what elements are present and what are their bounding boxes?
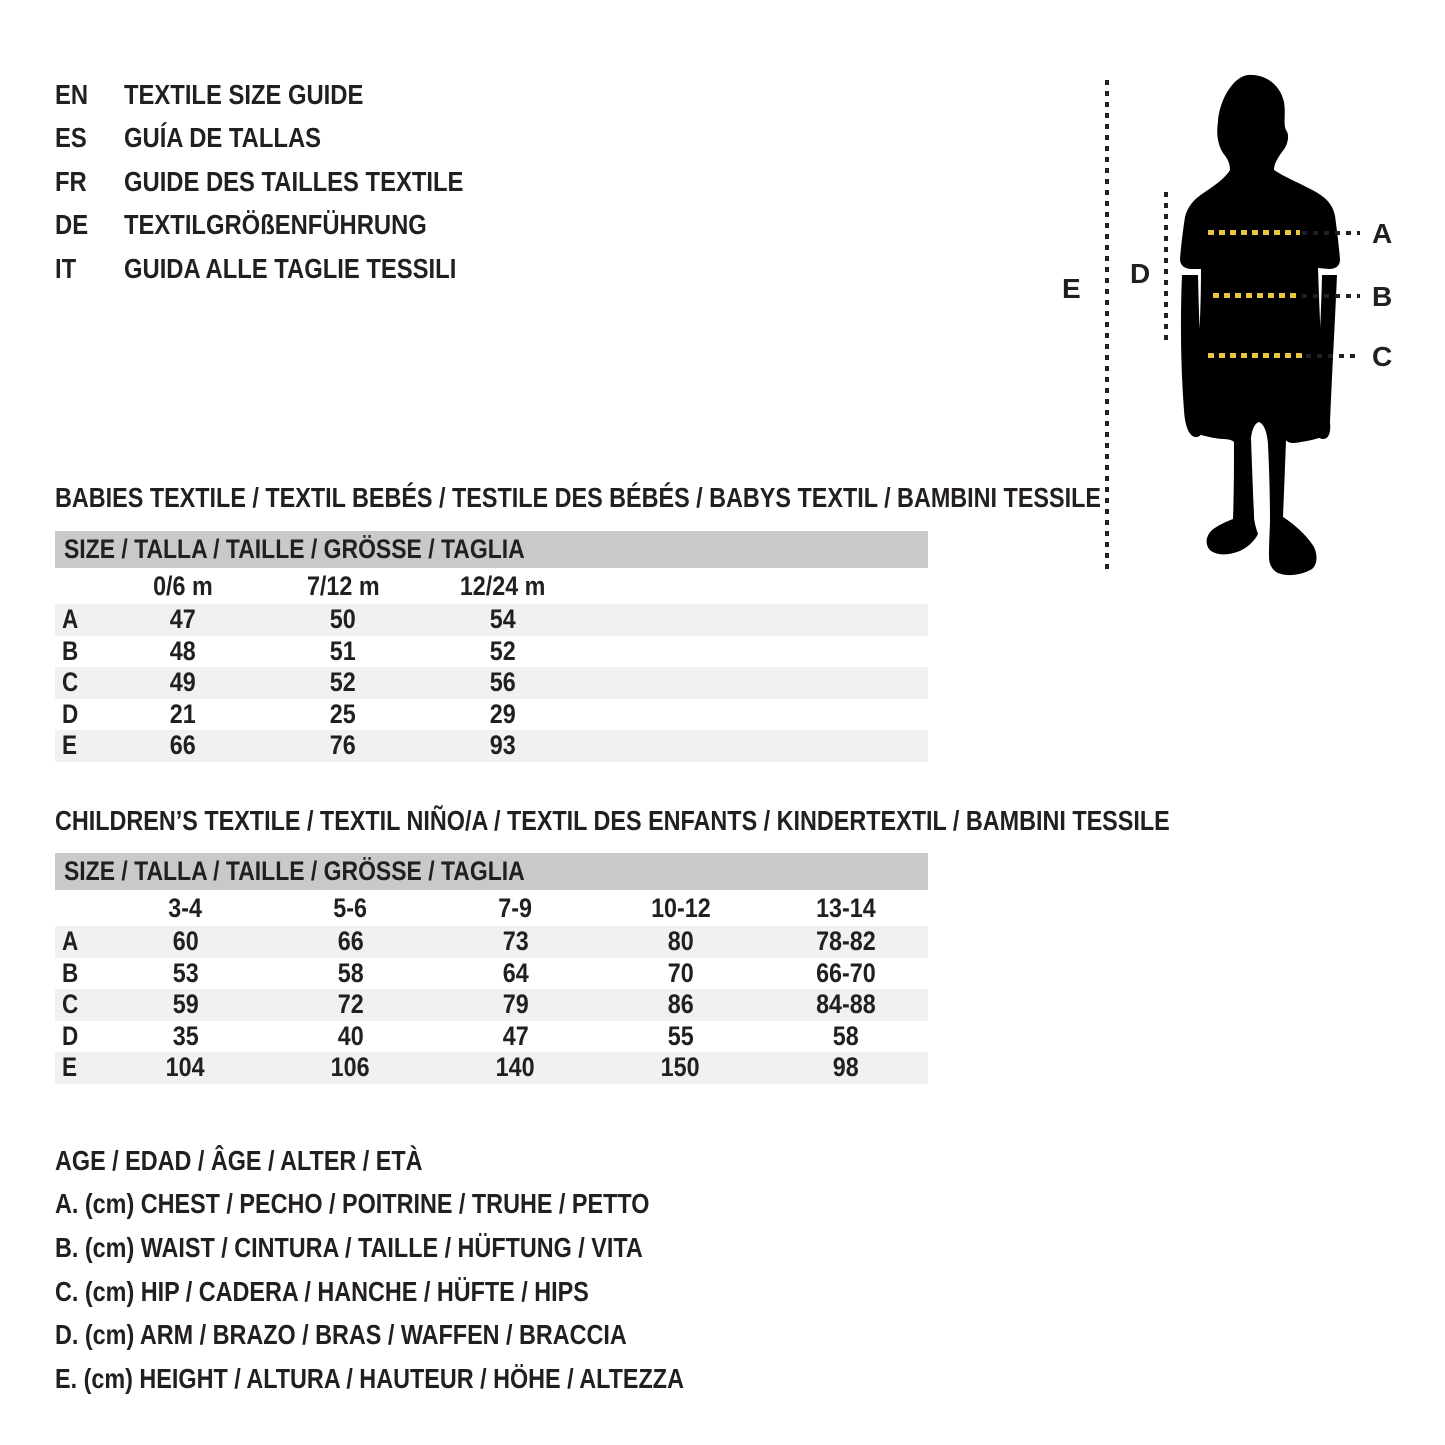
arm-measure-line-d xyxy=(1164,192,1168,345)
measure-label-b: B xyxy=(1372,281,1393,312)
cell: 49 xyxy=(170,667,196,698)
language-row-fr xyxy=(55,160,523,204)
measure-label-e: E xyxy=(1062,273,1081,304)
babies-column-header: 7/12 m xyxy=(306,570,380,601)
cell: 66 xyxy=(170,730,196,761)
babies-row-a xyxy=(55,604,928,636)
language-title-list xyxy=(55,73,523,291)
babies-section-title: BABIES TEXTILE / TEXTIL BEBÉS / TESTILE DES BÉBÉS / BABYS TEXTIL / BAMBINI TESSILE xyxy=(55,482,1101,513)
children-row-b xyxy=(55,958,928,990)
legend-arm: D. (cm) ARM / BRAZO / BRAS / WAFFEN / BRACCIA xyxy=(55,1319,627,1351)
measure-label-c: C xyxy=(1372,341,1393,372)
babies-column-header: 12/24 m xyxy=(460,570,546,601)
cell: 51 xyxy=(330,635,356,666)
cell: 140 xyxy=(496,1052,535,1083)
cell: 54 xyxy=(490,604,516,635)
cell: 104 xyxy=(166,1052,205,1083)
children-column-header-row xyxy=(55,890,928,926)
cell: 59 xyxy=(172,989,199,1020)
language-code-de: DE xyxy=(55,209,89,241)
cell: 35 xyxy=(172,1020,199,1051)
cell: 21 xyxy=(170,698,196,729)
cell: 78-82 xyxy=(815,926,876,957)
cell: 66 xyxy=(337,926,364,957)
cell: 48 xyxy=(170,635,196,666)
row-label: C xyxy=(62,667,79,698)
hip-pointer-line-c xyxy=(1306,354,1360,358)
row-label: B xyxy=(62,957,79,988)
waist-dash-line-b xyxy=(1213,293,1299,298)
guide-title-en: TEXTILE SIZE GUIDE xyxy=(124,78,364,110)
cell: 93 xyxy=(490,730,516,761)
cell: 50 xyxy=(330,604,356,635)
children-row-e xyxy=(55,1052,928,1084)
guide-title-it: GUIDA ALLE TAGLIE TESSILI xyxy=(124,252,457,284)
language-code-it: IT xyxy=(55,252,77,284)
children-column-header: 10-12 xyxy=(650,892,711,923)
children-column-header: 3-4 xyxy=(168,892,203,923)
cell: 56 xyxy=(490,667,516,698)
row-label: E xyxy=(62,730,78,761)
cell: 80 xyxy=(667,926,694,957)
guide-title-de: TEXTILGRÖßENFÜHRUNG xyxy=(124,209,427,241)
cell: 106 xyxy=(331,1052,370,1083)
language-row-de xyxy=(55,204,523,248)
cell: 29 xyxy=(490,698,516,729)
children-column-header: 7-9 xyxy=(498,892,533,923)
row-label: C xyxy=(62,989,79,1020)
language-row-en xyxy=(55,73,523,117)
cell: 79 xyxy=(502,989,529,1020)
measure-label-a: A xyxy=(1372,218,1393,249)
babies-column-header: 0/6 m xyxy=(153,570,213,601)
row-label: A xyxy=(62,604,79,635)
cell: 55 xyxy=(667,1020,694,1051)
child-silhouette xyxy=(1170,72,1350,582)
cell: 53 xyxy=(172,957,199,988)
cell: 58 xyxy=(832,1020,859,1051)
cell: 58 xyxy=(337,957,364,988)
cell: 60 xyxy=(172,926,199,957)
babies-size-table xyxy=(55,531,928,762)
children-row-d xyxy=(55,1021,928,1053)
cell: 76 xyxy=(330,730,356,761)
chest-pointer-line-a xyxy=(1302,231,1360,235)
row-label: D xyxy=(62,698,79,729)
children-size-table xyxy=(55,853,928,1084)
children-row-a xyxy=(55,926,928,958)
cell: 47 xyxy=(170,604,196,635)
row-label: E xyxy=(62,1052,78,1083)
guide-title-es: GUÍA DE TALLAS xyxy=(124,122,322,154)
guide-title-fr: GUIDE DES TAILLES TEXTILE xyxy=(124,165,464,197)
cell: 66-70 xyxy=(815,957,876,988)
legend-age: AGE / EDAD / ÂGE / ALTER / ETÀ xyxy=(55,1144,423,1176)
cell: 47 xyxy=(502,1020,529,1051)
legend-height: E. (cm) HEIGHT / ALTURA / HAUTEUR / HÖHE / ALTEZZA xyxy=(55,1362,684,1394)
row-label: A xyxy=(62,926,79,957)
babies-size-header-bar: SIZE / TALLA / TAILLE / GRÖSSE / TAGLIA xyxy=(55,531,928,568)
babies-row-c xyxy=(55,667,928,699)
children-column-header: 5-6 xyxy=(333,892,368,923)
cell: 25 xyxy=(330,698,356,729)
cell: 84-88 xyxy=(815,989,876,1020)
language-code-es: ES xyxy=(55,122,87,154)
measurement-figure xyxy=(1040,60,1445,605)
babies-row-d xyxy=(55,699,928,731)
legend-hip: C. (cm) HIP / CADERA / HANCHE / HÜFTE / HIPS xyxy=(55,1275,589,1307)
children-section-title: CHILDREN’S TEXTILE / TEXTIL NIÑO/A / TEXTIL DES ENFANTS / KINDERTEXTIL / BAMBINI TESSILE xyxy=(55,805,1170,836)
babies-column-header-row xyxy=(55,568,928,604)
measure-label-d: D xyxy=(1130,258,1151,289)
hip-dash-line-c xyxy=(1208,353,1304,358)
legend-waist: B. (cm) WAIST / CINTURA / TAILLE / HÜFTUNG / VITA xyxy=(55,1231,643,1263)
measurement-legend xyxy=(55,1139,795,1401)
language-code-en: EN xyxy=(55,78,89,110)
chest-dash-line-a xyxy=(1208,230,1300,235)
children-column-header: 13-14 xyxy=(815,892,876,923)
children-row-c xyxy=(55,989,928,1021)
cell: 40 xyxy=(337,1020,364,1051)
cell: 73 xyxy=(502,926,529,957)
cell: 70 xyxy=(667,957,694,988)
language-code-fr: FR xyxy=(55,165,87,197)
cell: 98 xyxy=(832,1052,859,1083)
cell: 150 xyxy=(661,1052,700,1083)
row-label: B xyxy=(62,635,79,666)
waist-pointer-line-b xyxy=(1302,294,1360,298)
cell: 64 xyxy=(502,957,529,988)
cell: 52 xyxy=(330,667,356,698)
row-label: D xyxy=(62,1020,79,1051)
children-size-header-bar: SIZE / TALLA / TAILLE / GRÖSSE / TAGLIA xyxy=(55,853,928,890)
cell: 72 xyxy=(337,989,364,1020)
cell: 86 xyxy=(667,989,694,1020)
language-row-es xyxy=(55,117,523,161)
cell: 52 xyxy=(490,635,516,666)
language-row-it xyxy=(55,247,523,291)
babies-row-b xyxy=(55,636,928,668)
legend-chest: A. (cm) CHEST / PECHO / POITRINE / TRUHE / PETTO xyxy=(55,1188,650,1220)
babies-row-e xyxy=(55,730,928,762)
